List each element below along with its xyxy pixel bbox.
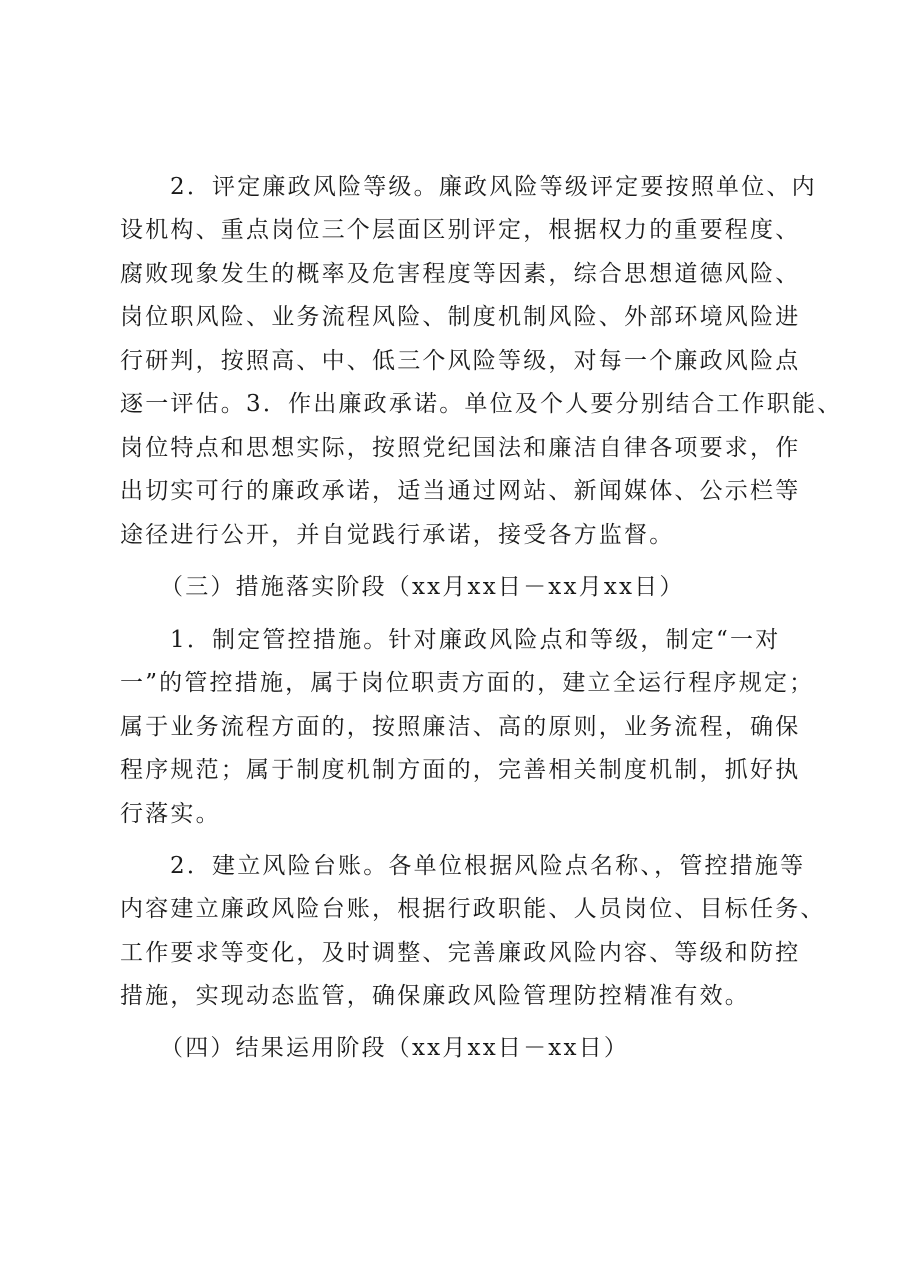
text-line: 措施，实现动态监管，确保廉政风险管理防控精准有效。: [120, 983, 750, 1009]
text-line: 岗位职风险、业务流程风险、制度机制风险、外部环境风险进: [120, 304, 801, 330]
text-line: 2．建立风险台账。各单位根据风险点名称、，管控措施等: [170, 853, 806, 879]
text-line: 行落实。: [120, 801, 221, 827]
text-line: 一”的管控措施，属于岗位职责方面的，建立全运行程序规定；: [120, 670, 815, 696]
text-line: 途径进行公开，并自觉践行承诺，接受各方监督。: [120, 522, 675, 548]
text-line: 逐一评估。3．作出廉政承诺。单位及个人要分别结合工作职能、: [120, 391, 843, 417]
text-line: 行研判，按照高、中、低三个风险等级，对每一个廉政风险点: [120, 348, 801, 374]
text-line: 程序规范；属于制度机制方面的，完善相关制度机制，抓好执: [120, 757, 801, 783]
text-line: 出切实可行的廉政承诺，适当通过网站、新闻媒体、公示栏等: [120, 478, 801, 504]
section-heading: （三）措施落实阶段（xx月xx日－xx月xx日）: [160, 574, 685, 600]
text-line: 岗位特点和思想实际，按照党纪国法和廉洁自律各项要求，作: [120, 435, 801, 461]
text-line: 属于业务流程方面的，按照廉洁、高的原则，业务流程，确保: [120, 714, 801, 740]
text-line: 腐败现象发生的概率及危害程度等因素，综合思想道德风险、: [120, 261, 801, 287]
text-line: 设机构、重点岗位三个层面区别评定，根据权力的重要程度、: [120, 217, 801, 243]
text-line: 1．制定管控措施。针对廉政风险点和等级，制定“一对: [170, 627, 781, 653]
text-line: 工作要求等变化，及时调整、完善廉政风险内容、等级和防控: [120, 940, 801, 966]
section-heading: （四）结果运用阶段（xx月xx日－xx日）: [160, 1035, 630, 1061]
text-line: 内容建立廉政风险台账，根据行政职能、人员岗位、目标任务、: [120, 896, 826, 922]
text-line: 2．评定廉政风险等级。廉政风险等级评定要按照单位、内: [170, 174, 817, 200]
